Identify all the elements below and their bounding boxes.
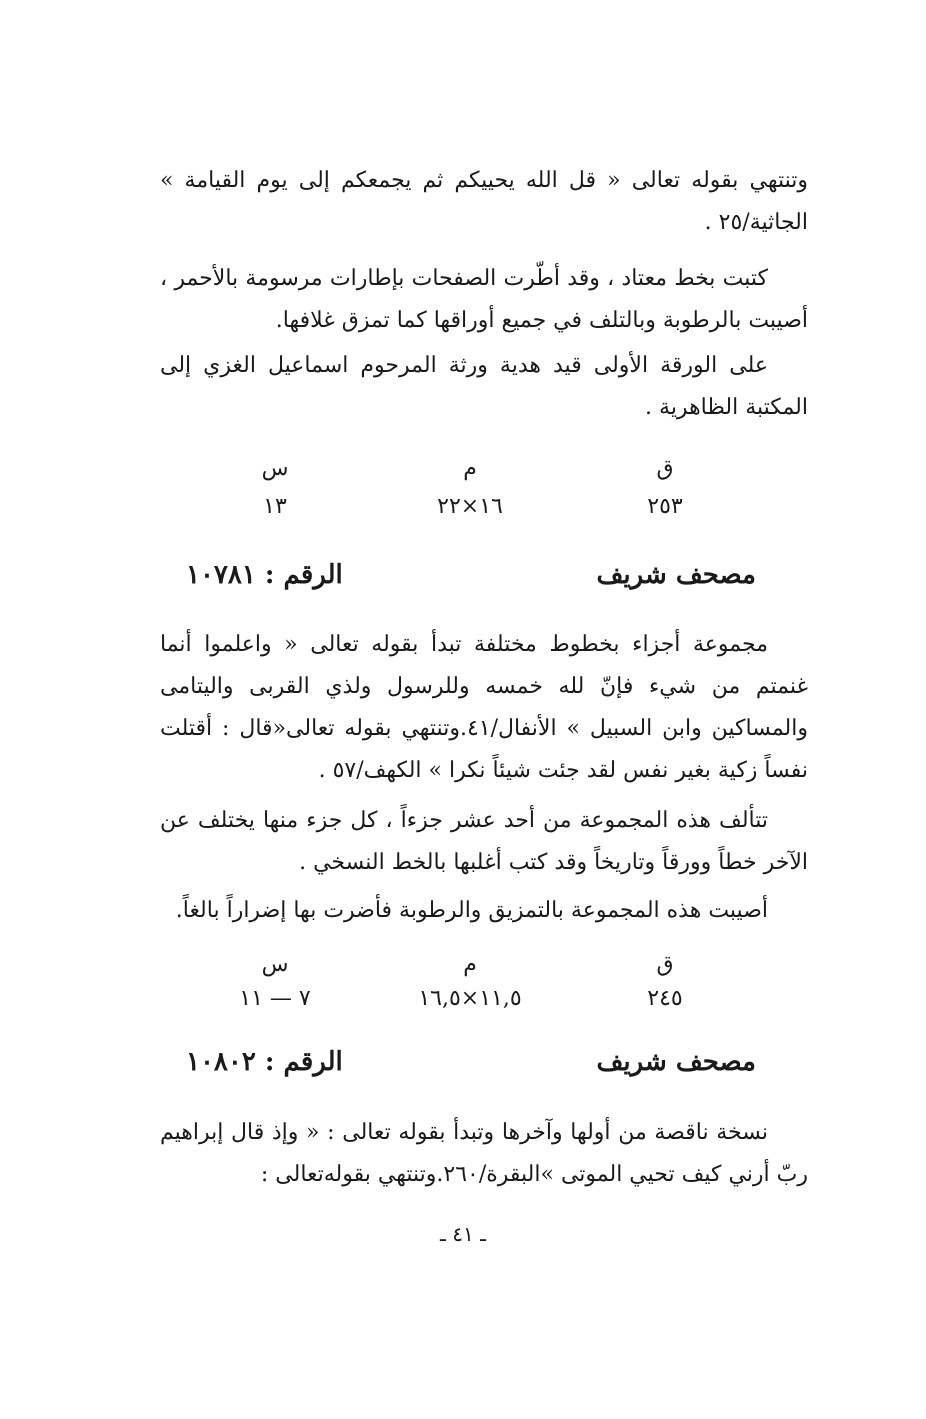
entry1-section-2 [160,800,808,884]
meta-q-label: ق [656,952,674,977]
entry-heading-2 [186,1042,756,1082]
meta-s-value: ٧ — ١١ [239,986,311,1011]
entry1-section-1 [160,624,808,792]
entry-number: الرقم : ١٠٧٨١ [186,560,343,590]
entry-heading-1 [186,555,756,595]
meta-m-label: م [463,456,477,481]
meta-s-value: ١٣ [263,494,287,519]
entry2-paragraph-1: نسخة ناقصة من أولها وآخرها وتبدأ بقوله تعالى : « وإذ قال إبراهيم ربّ أرني كيف تحيي الموتى »البقرة/٢٦٠.وتنتهي بقوله‌تعالى : [160,1120,808,1187]
meta-q-label: ق [656,456,674,481]
meta-values-1 [200,490,740,524]
entry1-paragraph-3: أصيبت هذه المجموعة بالتمزيق والرطوبة فأضرت بها إضراراً بالغاً. [175,898,768,923]
intro-section-3 [160,345,808,429]
intro-paragraph-1: وتنتهي بقوله تعالى « قل الله يحييكم ثم يجمعكم إلى يوم القيامة » الجاثية/٢٥ . [160,168,808,235]
intro-section [160,160,808,244]
meta-labels-1 [200,452,740,486]
entry1-section-3 [160,890,808,932]
entry-title: مصحف شريف [596,560,756,590]
meta-q-value: ٢٤٥ [647,986,683,1011]
meta-m-label: م [463,952,477,977]
meta-m-value: ١٦×٢٢ [437,494,503,519]
entry2-section-1 [160,1112,808,1196]
page-number: ـ ٤١ ـ [440,1222,486,1246]
meta-q-value: ٢٥٣ [647,494,683,519]
intro-section-2 [160,258,808,342]
intro-paragraph-2: كتبت بخط معتاد ، وقد أطّرت الصفحات بإطارات مرسومة بالأحمر ، أصيبت بالرطوبة وبالتلف في جميع أوراقها كما تمزق غلافها. [160,266,808,333]
intro-paragraph-3: على الورقة الأولى قيد هدية ورثة المرحوم اسماعيل الغزي إلى المكتبة الظاهرية . [160,353,808,420]
entry1-paragraph-2: تتألف هذه المجموعة من أحد عشر جزءاً ، كل جزء منها يختلف عن الآخر خطاً وورقاً وتاريخاً وقد كتب أغلبها بالخط النسخي . [160,808,808,875]
meta-s-label: س [261,952,289,977]
entry-number: الرقم : ١٠٨٠٢ [186,1047,343,1077]
meta-labels-2 [200,948,740,982]
meta-m-value: ١١,٥×١٦,٥ [418,986,522,1011]
entry1-paragraph-1: مجموعة أجزاء بخطوط مختلفة تبدأ بقوله تعالى « واعلموا أنما غنمتم من شيء فإنّ لله خمسه وللرسول ولذي القربى واليتامى والمساكين وابن السبيل » الأنفال/٤١.وتنتهي بقوله تعالى«قال : أقتلت نفساً زكية بغير نفس لقد جئت شيئاً نكرا » الكهف/٥٧ . [160,632,808,783]
meta-values-2 [200,982,740,1016]
meta-s-label: س [261,456,289,481]
entry-title: مصحف شريف [596,1047,756,1077]
